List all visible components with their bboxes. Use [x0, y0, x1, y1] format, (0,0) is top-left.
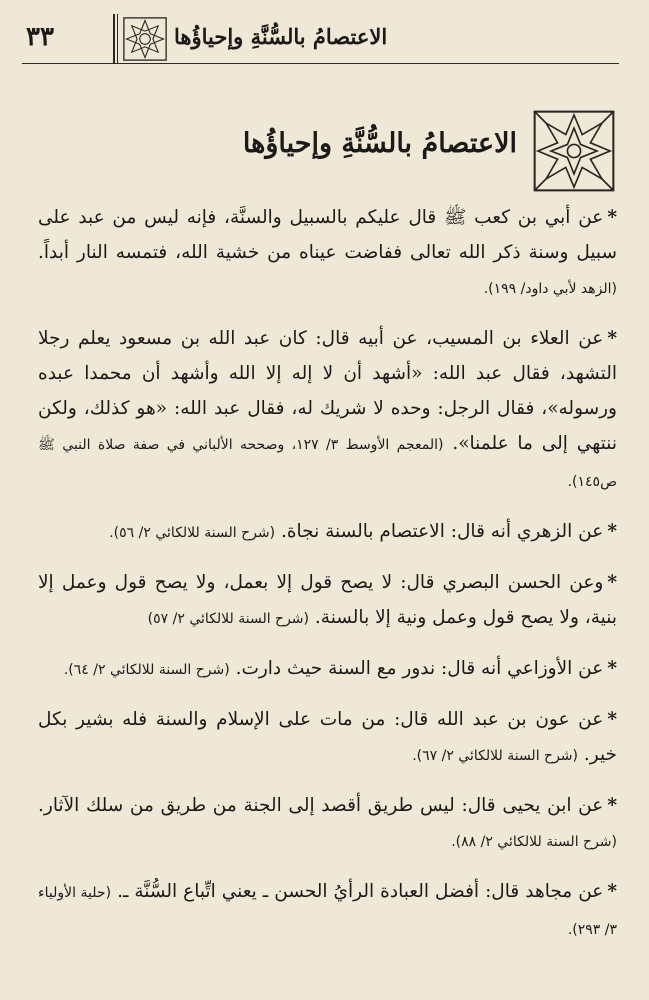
- page-number: ٣٣: [26, 22, 54, 52]
- bullet-marker: *: [607, 328, 617, 349]
- chapter-title: الاعتصامُ بالسُّنَّةِ وإحياؤُها: [242, 128, 517, 159]
- bullet-marker: *: [607, 881, 618, 902]
- paragraph: [38, 321, 617, 500]
- geometric-star-icon: [533, 110, 615, 192]
- paragraph-text: عن أبي بن كعب ﷺ قال عليكم بالسبيل والسنَّة، فإنه ليس من عبد على سبيل وسنة ذكر الله تعالى ففاضت عيناه من خشية الله، فتمسه النار أبداً.: [38, 207, 617, 263]
- bullet-marker: *: [607, 572, 617, 593]
- bullet-marker: *: [607, 658, 617, 679]
- source-citation: (الزهد لأبي داود/ ١٩٩).: [483, 281, 617, 297]
- paragraph-text: عن ابن يحيى قال: ليس طريق أقصد إلى الجنة من طريق من سلك الآثار.: [38, 795, 604, 816]
- running-header: [0, 14, 649, 66]
- paragraph-text: عن عون بن عبد الله قال: من مات على الإسلام والسنة فله بشير بكل خير.: [38, 709, 617, 765]
- paragraph: [38, 514, 617, 551]
- paragraph: [38, 788, 617, 860]
- header-rule: [22, 63, 619, 64]
- paragraph: [38, 200, 617, 307]
- header-divider: [113, 14, 115, 64]
- paragraph-text: عن العلاء بن المسيب، عن أبيه قال: كان عبد الله بن مسعود يعلم رجلا التشهد، فقال عبد الله: «أشهد أن لا إله إلا الله وأشهد أن محمدا عبده ورسوله»، فقال الرجل: وحده لا شريك له، فقال عبد الله: «هو كذلك، ولكن ننتهي إلى ما علمنا».: [38, 328, 617, 454]
- paragraph-text: عن مجاهد قال: أفضل العبادة الرأيُ الحسن ـ يعني اتِّباع السُّنَّة ـ.: [117, 881, 604, 902]
- paragraph-text: عن الأوزاعي أنه قال: ندور مع السنة حيث دارت.: [235, 658, 604, 679]
- bullet-marker: *: [607, 795, 617, 816]
- bullet-marker: *: [607, 709, 617, 730]
- paragraph-text: عن الزهري أنه قال: الاعتصام بالسنة نجاة.: [280, 521, 604, 542]
- source-citation: (شرح السنة للالكائي ٢/ ٥٧): [147, 611, 310, 627]
- bullet-marker: *: [607, 207, 617, 228]
- bullet-marker: *: [607, 521, 617, 542]
- source-citation: (حلية الأولياء ٣/ ٢٩٣).: [38, 885, 617, 938]
- geometric-star-icon: [123, 17, 167, 61]
- paragraph-text: وعن الحسن البصري قال: لا يصح قول إلا بعمل، ولا يصح قول وعمل إلا بنية، ولا يصح قول وعمل ونية إلا بالسنة.: [38, 572, 617, 628]
- source-citation: (شرح السنة للالكائي ٢/ ٨٨).: [451, 834, 617, 850]
- chapter-heading: [242, 110, 615, 192]
- paragraph: [38, 565, 617, 637]
- source-citation: (شرح السنة للالكائي ٢/ ٥٦).: [109, 525, 276, 541]
- body-text: [38, 200, 617, 970]
- paragraph: [38, 702, 617, 774]
- header-title: الاعتصامُ بالسُّنَّةِ وإحياؤُها: [174, 24, 388, 49]
- source-citation: (المعجم الأوسط ٣/ ١٢٧، وصححه الألباني في صفة صلاة النبي ﷺ ص١٤٥).: [38, 437, 617, 490]
- source-citation: (شرح السنة للالكائي ٢/ ٦٤).: [63, 662, 230, 678]
- header-divider-thin: [117, 14, 118, 64]
- paragraph: [38, 874, 617, 948]
- paragraph: [38, 651, 617, 688]
- source-citation: (شرح السنة للالكائي ٢/ ٦٧).: [412, 748, 578, 764]
